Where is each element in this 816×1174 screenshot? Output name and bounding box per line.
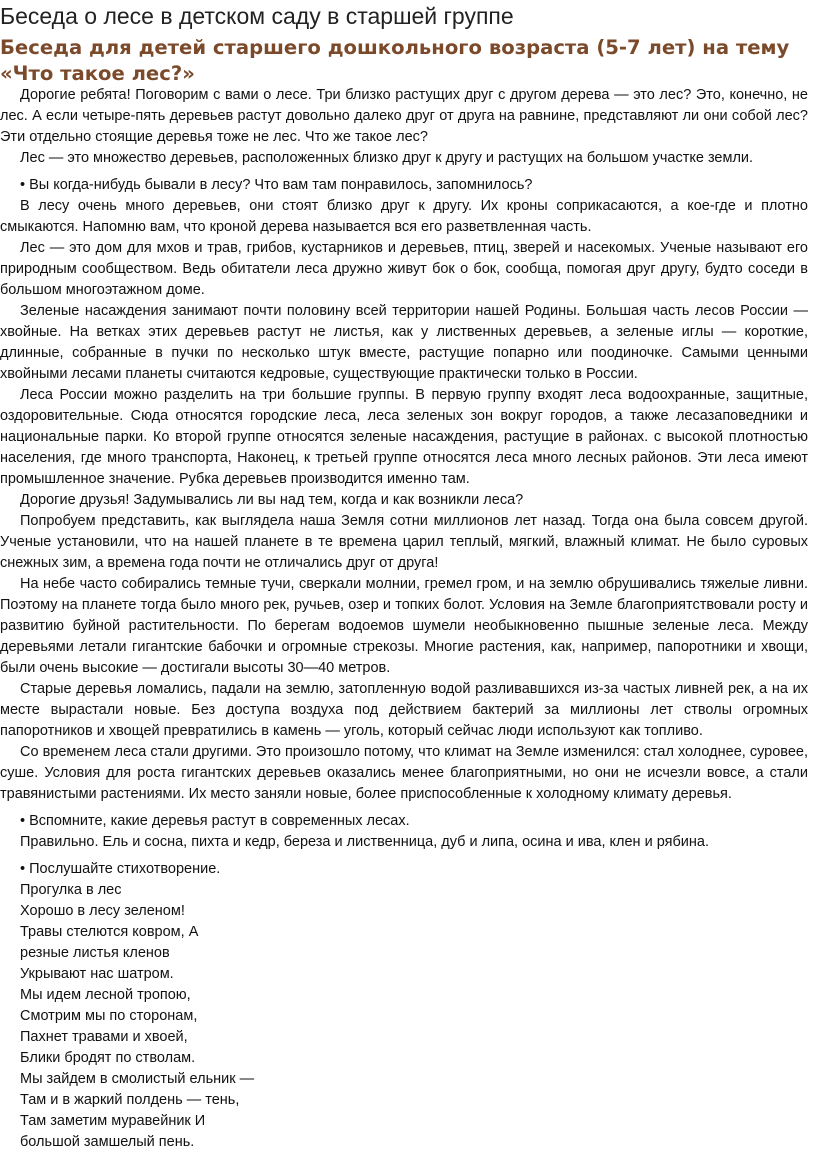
poem-line: Блики бродят по стволам. [20,1050,196,1066]
paragraph: Попробуем представить, как выглядела наша Земля сотни миллионов лет назад. Тогда она была совсем другой. Ученые установили, что на нашей планете в те времена царил теплый, мягкий, влажный климат. Не было суровых снежных зим, а времена года почти не отличались друг от друга! [0,513,808,571]
bullet-question [0,811,808,832]
paragraph: Дорогие друзья! Задумывались ли вы над тем, когда и как возникли леса? [20,492,524,508]
poem-title: Прогулка в лес [20,882,122,898]
page-subtitle: Беседа для детей старшего дошкольного возраста (5-7 лет) на тему «Что такое лес?» [0,36,790,85]
bullet-question [0,175,808,196]
paragraph: Лес — это дом для мхов и трав, грибов, кустарников и деревьев, птиц, зверей и насекомых. Ученые называют его природным сообществом. Ведь обитатели леса дружно живут бок о бок, сообща, помогая друг другу, будто соседи в большом многоэтажном доме. [0,240,808,298]
poem-line: Там заметим муравейник И [20,1113,206,1129]
page-title: Беседа о лесе в детском саду в старшей группе [0,3,514,29]
poem-line: Хорошо в лесу зеленом! [20,903,185,919]
paragraph: Старые деревья ломались, падали на землю, затопленную водой разливавшихся из-за частых ливней рек, а на их месте вырастали новые. Без доступа воздуха под действием бактерий за миллионы лет стволы огромных папоротников и хвощей превратились в камень — уголь, который сейчас люди используют как топливо. [0,681,808,739]
poem-line: Мы идем лесной тропою, [20,987,191,1003]
paragraph: Зеленые насаждения занимают почти половину всей территории нашей Родины. Большая часть лесов России — хвойные. На ветках этих деревьев растут не листья, как у лиственных деревьев, а зеленые иглы — короткие, длинные, собранные в пучки по несколько штук вместе, растущие попарно или поодиночке. Самыми ценными хвойными лесами планеты считаются кедровые, существующие практически только в России. [0,303,808,382]
poem-line: Мы зайдем в смолистый ельник — [20,1071,255,1087]
poem-line: Травы стелются ковром, А [20,924,199,940]
poem-line: Пахнет травами и хвоей, [20,1029,188,1045]
bullet-question [0,859,808,880]
bullet-text: • Вспомните, какие деревья растут в современных лесах. [0,811,410,832]
paragraph: Лес — это множество деревьев, расположенных близко друг к другу и растущих на большом участке земли. [20,150,754,166]
paragraph: Со временем леса стали другими. Это произошло потому, что климат на Земле изменился: стал холоднее, суровее, суше. Условия для роста гигантских деревьев оказались менее благоприятными, но они не исчезли вовсе, а стали травянистыми растениями. Их место заняли новые, более приспособленные к холодному климату деревья. [0,744,808,802]
paragraph: Дорогие ребята! Поговорим с вами о лесе. Три близко растущих друг с другом дерева — это лес? Это, конечно, не лес. А если четыре-пять деревьев растут довольно далеко друг от друга на равнине, представляют ли они собой лес? Эти отдельно стоящие деревья тоже не лес. Что же такое лес? [0,87,808,145]
paragraph: Правильно. Ель и сосна, пихта и кедр, береза и лиственница, дуб и липа, осина и ива, клен и рябина. [20,834,709,850]
paragraph: На небе часто собирались темные тучи, сверкали молнии, гремел гром, и на землю обрушивались тяжелые ливни. Поэтому на планете тогда было много рек, ручьев, озер и топких болот. Условия на Земле благоприятствовали росту и развитию буйной растительности. По берегам водоемов шумели необыкновенно пышные зеленые леса. Между деревьями летали гигантские бабочки и огромные стрекозы. Многие растения, как, например, папоротники и хвощи, были очень высокие — достигали высоты 30—40 метров. [0,576,808,676]
poem-line: Там и в жаркий полдень — тень, [20,1092,240,1108]
poem-line: резные листья кленов [20,945,170,961]
bullet-text: • Послушайте стихотворение. [0,859,220,880]
poem-line: Укрывают нас шатром. [20,966,174,982]
article-body [0,85,808,1153]
bullet-text: • Вы когда-нибудь бывали в лесу? Что вам там понравилось, запомнилось? [0,175,532,196]
poem-line: Смотрим мы по сторонам, [20,1008,198,1024]
poem-line: большой замшелый пень. [20,1134,195,1150]
poem [0,880,808,1153]
paragraph: В лесу очень много деревьев, они стоят близко друг к другу. Их кроны соприкасаются, а кое-где и плотно смыкаются. Напомню вам, что кроной дерева называется вся его разветвленная часть. [0,198,808,235]
paragraph: Леса России можно разделить на три большие группы. В первую группу входят леса водоохранные, защитные, оздоровительные. Сюда относятся городские леса, леса зеленых зон вокруг городов, а также лесазаповедники и национальные парки. Ко второй группе относятся зеленые насаждения, растущие в районах. с высокой плотностью населения, где много транспорта, Наконец, к третьей группе относятся леса много лесных районов. Эти леса имеют промышленное значение. Рубка деревьев производится именно там. [0,387,808,487]
